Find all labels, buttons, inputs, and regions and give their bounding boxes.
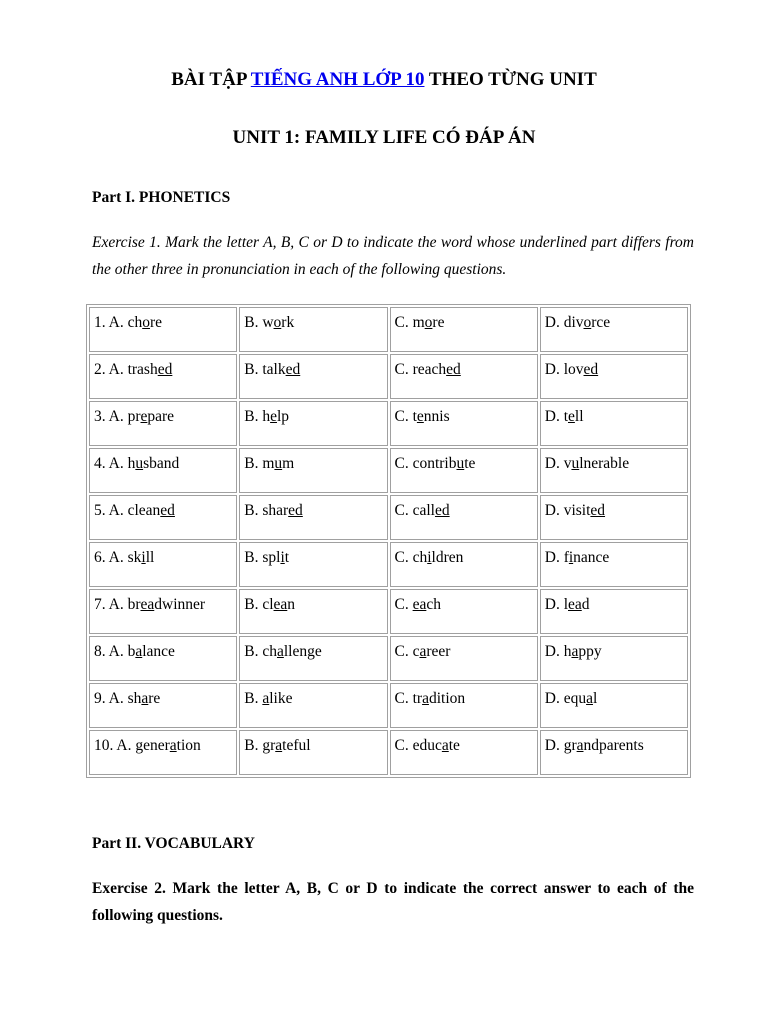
underlined-part: a: [169, 737, 177, 754]
underlined-part: a: [141, 690, 149, 707]
underlined-part: u: [135, 455, 144, 472]
table-cell: [390, 495, 538, 540]
table-cell: [540, 542, 688, 587]
phonetics-table: [86, 304, 691, 778]
table-cell: [540, 730, 688, 775]
underlined-part: o: [142, 314, 150, 331]
option-text-end: dition: [428, 690, 466, 707]
option-text-end: rk: [281, 314, 295, 331]
underlined-part: a: [262, 690, 270, 707]
underlined-part: ed: [160, 502, 175, 519]
option-text-end: like: [269, 690, 293, 707]
option-text-end: n: [287, 596, 296, 613]
option-text-end: dwinner: [154, 596, 206, 613]
option-text-end: teful: [282, 737, 311, 754]
table-cell: [89, 636, 237, 681]
table-cell: [540, 448, 688, 493]
underlined-part: ea: [273, 596, 288, 613]
exercise1-instructions: Exercise 1. Mark the letter A, B, C or D to indicate the word whose underlined part differs from the other three in pronunciation in each of the following questions.: [92, 234, 694, 278]
option-text-end: pare: [147, 408, 175, 425]
option-text: 5. A. clean: [94, 502, 161, 519]
underlined-part: ed: [590, 502, 606, 519]
underlined-part: ed: [157, 361, 173, 378]
table-cell: [89, 401, 237, 446]
option-text: 2. A. trash: [94, 361, 158, 378]
option-text: D. div: [544, 314, 584, 331]
table-cell: [239, 730, 387, 775]
table-cell: [89, 307, 237, 352]
title-suffix: THEO TỪNG UNIT: [424, 69, 597, 90]
table-row: [89, 683, 688, 728]
option-text: B.: [244, 690, 263, 707]
underlined-part: e: [270, 408, 277, 425]
option-text-end: ll: [145, 549, 155, 566]
option-text: B. shar: [244, 502, 289, 519]
table-cell: [239, 401, 387, 446]
option-text-end: llenge: [283, 643, 322, 660]
underlined-part: a: [135, 643, 143, 660]
underlined-part: ea: [568, 596, 582, 613]
option-text: C. m: [394, 314, 425, 331]
table-cell: [390, 683, 538, 728]
table-row: [89, 448, 688, 493]
option-text-end: l: [592, 690, 598, 707]
option-text: 3. A. pr: [94, 408, 141, 425]
option-text-end: ndparents: [583, 737, 644, 754]
table-cell: [390, 589, 538, 634]
table-cell: [390, 307, 538, 352]
option-text: 7. A. br: [94, 596, 141, 613]
table-cell: [540, 307, 688, 352]
option-text: 4. A. h: [94, 455, 136, 472]
underlined-part: ea: [140, 596, 155, 613]
underlined-part: ed: [288, 502, 303, 519]
option-text: 10. A. gener: [94, 737, 170, 754]
underlined-part: i: [141, 549, 146, 566]
table-cell: [239, 354, 387, 399]
option-text: C. t: [394, 408, 417, 425]
part2-heading: Part II. VOCABULARY: [92, 835, 255, 852]
document-title: [0, 69, 768, 91]
option-text: D. v: [544, 455, 572, 472]
table-row: [89, 589, 688, 634]
option-text-end: lp: [276, 408, 290, 425]
option-text: B. ch: [244, 643, 277, 660]
underlined-part: a: [571, 643, 579, 660]
underlined-part: o: [424, 314, 433, 331]
table-cell: [390, 448, 538, 493]
option-text-end: t: [284, 549, 290, 566]
table-cell: [89, 730, 237, 775]
option-text: D. lov: [544, 361, 584, 378]
underlined-part: ed: [583, 361, 599, 378]
option-text: B. gr: [244, 737, 276, 754]
underlined-part: ed: [446, 361, 461, 378]
option-text: B. cl: [244, 596, 274, 613]
title-link[interactable]: TIẾNG ANH LỚP 10: [250, 69, 425, 90]
option-text: C. c: [394, 643, 420, 660]
table-cell: [390, 354, 538, 399]
option-text-end: te: [448, 737, 460, 754]
table-cell: [390, 542, 538, 587]
table-cell: [89, 448, 237, 493]
table-cell: [89, 542, 237, 587]
option-text: 8. A. b: [94, 643, 136, 660]
underlined-part: i: [568, 549, 574, 566]
option-text-end: d: [581, 596, 590, 613]
table-cell: [390, 401, 538, 446]
table-row: [89, 307, 688, 352]
option-text: D. t: [544, 408, 568, 425]
underlined-part: ed: [285, 361, 301, 378]
option-text: B. w: [244, 314, 274, 331]
option-text: D. f: [544, 549, 569, 566]
option-text-end: ll: [574, 408, 584, 425]
option-text-end: reer: [426, 643, 451, 660]
table-cell: [390, 636, 538, 681]
option-text-end: lance: [142, 643, 175, 660]
option-text: C. ch: [394, 549, 428, 566]
table-cell: [540, 495, 688, 540]
option-text-end: ppy: [578, 643, 602, 660]
exercise2-instructions: Exercise 2. Mark the letter A, B, C or D to indicate the correct answer to each of the following questions.: [92, 880, 694, 924]
unit-title: UNIT 1: FAMILY LIFE CÓ ĐÁP ÁN: [232, 127, 536, 148]
underlined-part: u: [571, 455, 580, 472]
option-text-end: lnerable: [579, 455, 630, 472]
option-text: C. educ: [394, 737, 442, 754]
title-prefix: BÀI TẬP: [171, 69, 251, 90]
option-text-end: re: [432, 314, 445, 331]
table-cell: [89, 495, 237, 540]
underlined-part: a: [276, 643, 284, 660]
option-text: 6. A. sk: [94, 549, 142, 566]
table-cell: [89, 589, 237, 634]
table-cell: [540, 354, 688, 399]
part1-heading: Part I. PHONETICS: [92, 189, 231, 206]
option-text: B. m: [244, 455, 275, 472]
table-row: [89, 542, 688, 587]
option-text: C. tr: [394, 690, 423, 707]
underlined-part: ea: [412, 596, 427, 613]
option-text-end: te: [464, 455, 476, 472]
table-cell: [239, 542, 387, 587]
option-text: 9. A. sh: [94, 690, 142, 707]
table-cell: [89, 683, 237, 728]
underlined-part: a: [586, 690, 593, 707]
option-text: D. equ: [544, 690, 587, 707]
table-cell: [540, 636, 688, 681]
table-cell: [239, 307, 387, 352]
option-text-end: rce: [591, 314, 611, 331]
option-text-end: ldren: [431, 549, 464, 566]
underlined-part: u: [274, 455, 283, 472]
option-text: C. reach: [394, 361, 447, 378]
table-cell: [239, 448, 387, 493]
table-cell: [239, 636, 387, 681]
underlined-part: a: [419, 643, 427, 660]
table-cell: [239, 683, 387, 728]
underlined-part: i: [427, 549, 432, 566]
option-text: B. h: [244, 408, 271, 425]
option-text: D. l: [544, 596, 568, 613]
underlined-part: u: [456, 455, 465, 472]
option-text: C.: [394, 596, 413, 613]
option-text: D. visit: [544, 502, 591, 519]
option-text-end: ch: [426, 596, 441, 613]
option-text-end: sband: [143, 455, 180, 472]
underlined-part: i: [280, 549, 285, 566]
table-cell: [540, 683, 688, 728]
table-cell: [390, 730, 538, 775]
table-cell: [89, 354, 237, 399]
option-text-end: nnis: [423, 408, 450, 425]
option-text: C. contrib: [394, 455, 457, 472]
underlined-part: e: [416, 408, 424, 425]
table-row: [89, 495, 688, 540]
table-row: [89, 636, 688, 681]
table-cell: [540, 401, 688, 446]
option-text-end: re: [148, 690, 161, 707]
underlined-part: a: [576, 737, 584, 754]
table-cell: [239, 589, 387, 634]
underlined-part: a: [422, 690, 429, 707]
table-row: [89, 354, 688, 399]
option-text: C. call: [394, 502, 435, 519]
underlined-part: a: [275, 737, 283, 754]
underlined-part: o: [273, 314, 282, 331]
underlined-part: o: [583, 314, 592, 331]
option-text-end: nance: [573, 549, 610, 566]
table-row: [89, 401, 688, 446]
option-text: B. talk: [244, 361, 286, 378]
underlined-part: a: [441, 737, 449, 754]
table-cell: [239, 495, 387, 540]
option-text: D. h: [544, 643, 572, 660]
table-row: [89, 730, 688, 775]
underlined-part: e: [140, 408, 148, 425]
underlined-part: ed: [434, 502, 450, 519]
table-cell: [540, 589, 688, 634]
option-text: 1. A. ch: [94, 314, 143, 331]
option-text: B. spl: [244, 549, 281, 566]
option-text-end: tion: [176, 737, 201, 754]
underlined-part: e: [568, 408, 575, 425]
option-text-end: re: [149, 314, 163, 331]
option-text: D. gr: [544, 737, 577, 754]
option-text-end: m: [282, 455, 295, 472]
